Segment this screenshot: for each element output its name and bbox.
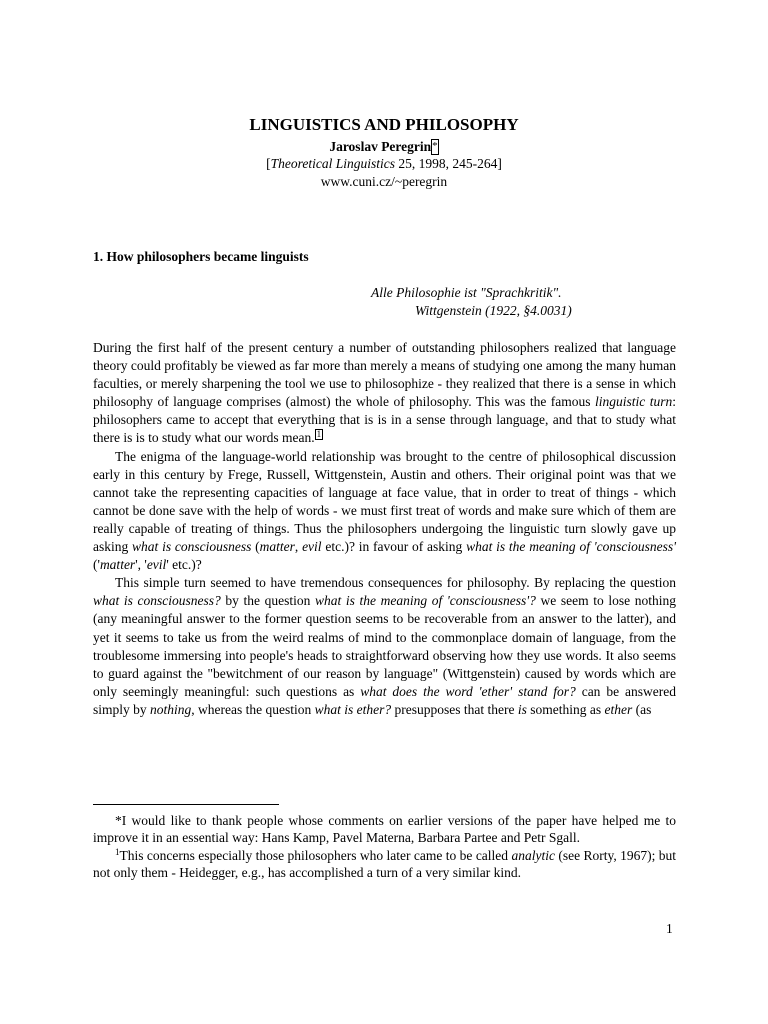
text-run: by the question — [220, 593, 315, 609]
emphasis: evil — [146, 557, 167, 573]
text-run: (see Rorty, 1967); but not only them - Heidegger, e.g., has accomplished a turn of a very similar kind. — [93, 847, 677, 880]
emphasis: evil — [302, 539, 322, 555]
text-run: something as — [526, 701, 605, 717]
author-footnote-link[interactable]: * — [431, 139, 439, 155]
text-run: presupposes that there — [391, 701, 518, 717]
emphasis: what is the meaning of 'consciousness' — [466, 539, 677, 555]
emphasis: matter — [99, 557, 136, 573]
section-heading: 1. How philosophers became linguists — [93, 249, 309, 264]
paper-title: LINGUISTICS AND PHILOSOPHY — [249, 115, 519, 134]
author-url: www.cuni.cz/~peregrin — [320, 174, 448, 189]
text-run: ' etc.)? — [166, 557, 202, 573]
author-name: Jaroslav Peregrin — [329, 139, 432, 154]
emphasis: ether — [604, 701, 633, 717]
text-run: ( — [251, 539, 260, 555]
paragraph-1 — [93, 339, 676, 448]
footnote-star: *I would like to thank people whose comments on earlier versions of the paper have helped me to improve it in an essential way: Hans Kamp, Pavel Materna, Barbara Partee and Petr Sgall. — [93, 813, 676, 846]
text-run: : philosophers came to accept that everything that is is in a sense through language, and that to study what there is is to study what our words mean. — [93, 394, 676, 446]
text-run: This simple turn seemed to have tremendous consequences for philosophy. By replacing the question — [115, 575, 676, 591]
footnotes — [93, 812, 676, 881]
paragraph-2 — [93, 448, 676, 575]
epigraph-quote: Alle Philosophie ist "Sprachkritik". — [371, 285, 562, 300]
emphasis: analytic — [511, 847, 555, 863]
emphasis: what is the meaning of 'consciousness'? — [315, 593, 536, 609]
text-run: ', ' — [135, 557, 147, 573]
citation-journal: Theoretical Linguistics — [270, 156, 395, 171]
text-run: (' — [93, 557, 100, 573]
epigraph-source: Wittgenstein (1922, §4.0031) — [415, 303, 572, 318]
text-run: This concerns especially those philosophers who later came to be called — [119, 847, 512, 863]
text-run: (as — [632, 701, 652, 717]
emphasis: nothing — [150, 701, 192, 717]
emphasis: linguistic turn — [595, 394, 673, 410]
paragraph-3 — [93, 574, 676, 719]
emphasis: what is consciousness — [132, 539, 252, 555]
text-run: can be answered simply by — [93, 683, 676, 717]
text-run: During the first half of the present century a number of outstanding philosophers realized that language theory could profitably be viewed as far more than merely a means of studying one among the many human faculties, or merely sharpening the tool we use to philosophize - they realized that there is a sense in which philosophy of language comprises (almost) the whole of philosophy. This was the famous — [93, 340, 676, 410]
author-line — [0, 139, 768, 155]
footnote-separator — [93, 804, 279, 805]
emphasis: is — [517, 701, 527, 717]
footnote-1 — [93, 847, 676, 882]
footnote-1-marker: 1 — [115, 846, 120, 857]
text-run: we seem to lose nothing (any meaningful answer to the former question seems to be recoverable from an answer to the latter), and yet it seems to take us from the weird realms of mind to the commonplace domain of language, from the troublesome immersing into people's heads to straightforward observing how they use words. It also seems to guard against the "bewitchment of our reason by language" (Wittgenstein) caused by words which are only seemingly meaningful: such questions as — [93, 593, 676, 699]
body-text — [93, 339, 676, 719]
emphasis: what is ether? — [314, 701, 392, 717]
emphasis: what does the word 'ether' stand for? — [360, 683, 576, 699]
citation-prefix: [ — [266, 156, 271, 171]
text-run: , whereas the question — [191, 701, 315, 717]
emphasis: what is consciousness? — [93, 593, 221, 609]
citation-rest: 25, 1998, 245-264] — [395, 156, 502, 171]
emphasis: matter — [259, 539, 295, 555]
text-run: , — [294, 539, 303, 555]
text-run: The enigma of the language-world relationship was brought to the centre of philosophical discussion early in this century by Frege, Russell, Wittgenstein, Austin and others. Their original point was that we cannot take the representing capacities of language at face value, that in order to treat of things - which cannot be done save with the help of words - we must first treat of words and make sure which of them are really capable of treating of things. Thus the philosophers undergoing the linguistic turn slowly gave up asking — [93, 448, 676, 555]
citation-line — [0, 155, 768, 173]
page-number: 1 — [666, 921, 673, 936]
text-run: etc.)? in favour of asking — [321, 539, 467, 555]
footnote-1-link[interactable]: 1 — [316, 429, 322, 440]
